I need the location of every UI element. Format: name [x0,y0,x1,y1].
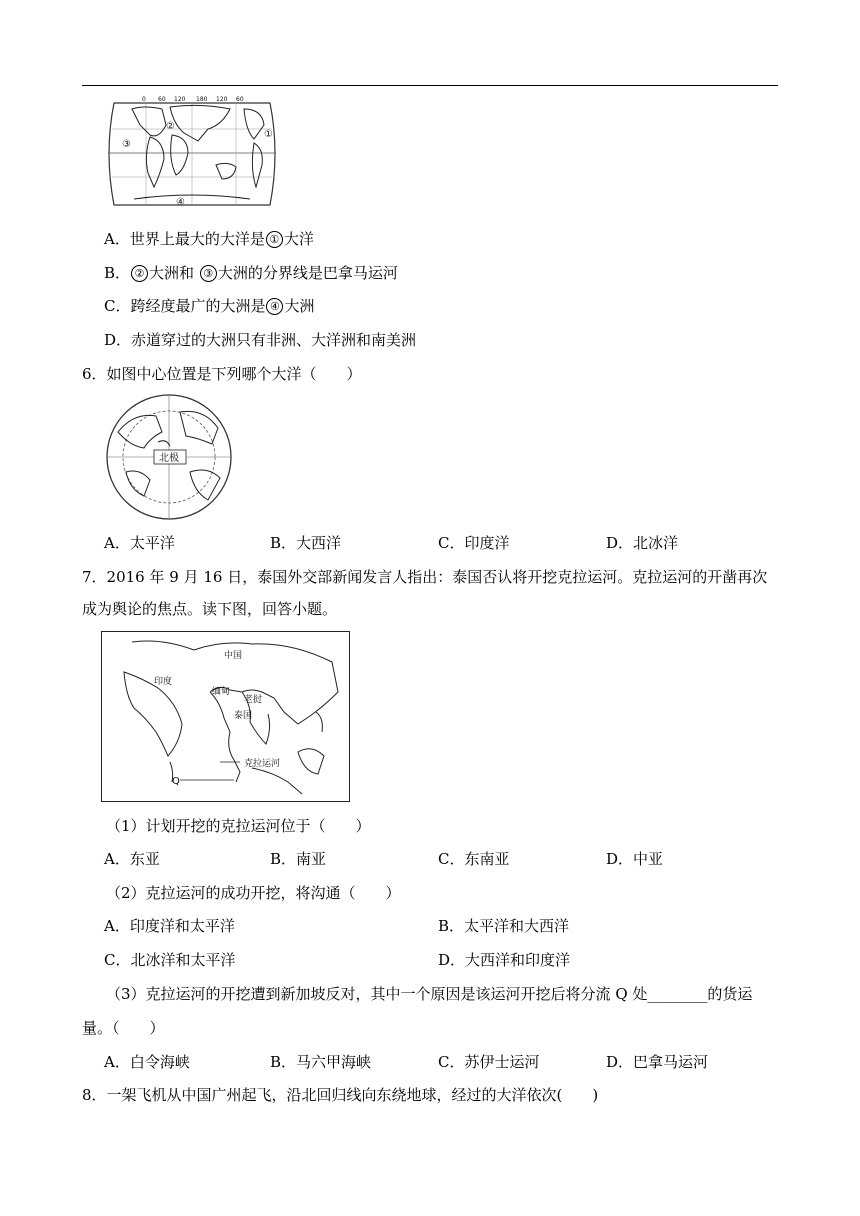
option-5b[interactable] [104,263,398,283]
option-6b[interactable]: B．大西洋 [270,534,342,552]
lon-label: 120 [174,96,186,103]
question-7-stem-line1: 7．2016 年 9 月 16 日，泰国外交部新闻发言人指出：泰国否认将开挖克拉运河。克拉运河的开凿再次 [82,568,768,586]
option-5a[interactable] [104,229,314,249]
option-7-3c[interactable]: C．苏伊士运河 [438,1053,540,1071]
label-kra-canal: 克拉运河 [244,759,281,769]
option-6c[interactable]: C．印度洋 [438,534,510,552]
option-5b-text-end: 大洲的分界线是巴拿马运河 [217,264,398,282]
region-label-3: ③ [122,139,131,150]
region-label-2: ② [166,121,175,132]
option-7-3d[interactable]: D．巴拿马运河 [606,1053,709,1071]
question-7-3-stem-line2: 量。（ ） [82,1019,165,1037]
lon-label: 60 [236,96,244,103]
north-pole-label: 北极 [159,453,179,464]
label-china: 中国 [224,651,243,661]
label-thailand: 泰国 [234,711,253,721]
option-7-1c[interactable]: C．东南亚 [438,850,510,868]
polar-map-figure [104,392,234,522]
lon-label: 60 [158,96,166,103]
option-7-3b[interactable]: B．马六甲海峡 [270,1053,372,1071]
option-6d[interactable]: D．北冰洋 [606,534,679,552]
question-6-stem: 6．如图中心位置是下列哪个大洋（ ） [82,365,362,383]
option-5a-text: A．世界上最大的大洋是 [104,230,265,248]
label-india: 印度 [154,677,173,687]
option-6a[interactable]: A．太平洋 [104,534,175,552]
question-7-1-stem: （1）计划开挖的克拉运河位于（ ） [106,817,371,835]
option-5b-text: 大洲和 [149,264,199,282]
option-5a-text-end: 大洋 [283,230,314,248]
option-7-2a[interactable]: A．印度洋和太平洋 [104,917,235,935]
circled-number: ① [266,231,283,248]
world-map-figure [104,95,280,213]
lon-label: 120 [216,96,228,103]
question-7-stem-line2: 成为舆论的焦点。读下图，回答小题。 [82,600,338,618]
label-myanmar: 缅甸 [212,687,231,697]
header-rule [82,85,778,86]
option-7-2d[interactable]: D．大西洋和印度洋 [438,951,571,969]
circled-number: ③ [200,265,217,282]
southeast-asia-map-figure [101,631,350,802]
question-7-3-stem-line1: （3）克拉运河的开挖遭到新加坡反对，其中一个原因是该运河开挖后将分流 Q 处________的货运 [106,985,753,1003]
option-5c-text: C．跨经度最广的大洲是 [104,297,266,315]
option-7-1b[interactable]: B．南亚 [270,850,327,868]
lon-label: 180 [196,96,208,103]
circled-number: ④ [266,298,283,315]
option-5c[interactable] [104,296,315,316]
label-laos: 老挝 [244,695,263,705]
option-7-1a[interactable]: A．东亚 [104,850,160,868]
option-5b-letter: B． [104,264,131,282]
question-7-2-stem: （2）克拉运河的成功开挖，将沟通（ ） [106,884,401,902]
label-q: Q [172,776,180,787]
option-5d[interactable]: D．赤道穿过的大洲只有非洲、大洋洲和南美洲 [104,331,417,349]
circled-number: ② [131,265,148,282]
option-7-3a[interactable]: A．白令海峡 [104,1053,190,1071]
question-8-stem: 8．一架飞机从中国广州起飞，沿北回归线向东绕地球，经过的大洋依次( ) [82,1086,599,1104]
option-7-2b[interactable]: B．太平洋和大西洋 [438,917,570,935]
lon-label: 0 [142,96,146,103]
option-7-2c[interactable]: C．北冰洋和太平洋 [104,951,236,969]
option-5c-text-end: 大洲 [284,297,315,315]
region-label-4: ④ [176,197,185,208]
region-label-1: ① [264,129,273,140]
option-7-1d[interactable]: D．中亚 [606,850,664,868]
